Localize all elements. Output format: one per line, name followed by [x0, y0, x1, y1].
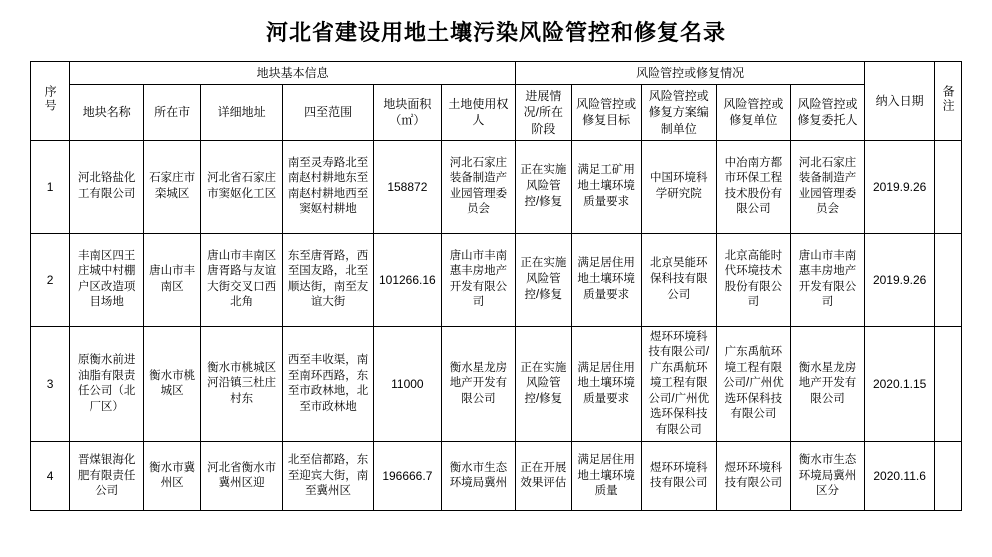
header-risk-info: 风险管控或修复情况	[516, 62, 865, 85]
cell-repair-unit: 北京高能时代环境技术股份有限公司	[716, 233, 790, 326]
cell-land-user: 衡水星龙房地产开发有限公司	[441, 326, 515, 442]
cell-plot-name: 原衡水前进油脂有限责任公司（北厂区）	[70, 326, 144, 442]
cell-plan-maker: 中国环境科学研究院	[641, 140, 716, 233]
header-repair-unit: 风险管控或修复单位	[716, 85, 790, 141]
cell-seq: 1	[31, 140, 70, 233]
cell-repair-unit: 广东禹航环境工程有限公司/广州优选环保科技有限公司	[716, 326, 790, 442]
cell-land-user: 河北石家庄装备制造产业园管理委员会	[441, 140, 515, 233]
cell-plan-maker: 煜环环境科技有限公司	[641, 442, 716, 511]
cell-remark	[935, 233, 962, 326]
cell-plot-name: 晋煤银海化肥有限责任公司	[70, 442, 144, 511]
cell-address: 河北省石家庄市窦妪化工区	[200, 140, 282, 233]
cell-trustee: 衡水市生态环境局冀州区分	[790, 442, 864, 511]
cell-seq: 4	[31, 442, 70, 511]
cell-target: 满足居住用地土壤环境质量要求	[571, 233, 641, 326]
cell-remark	[935, 140, 962, 233]
cell-trustee: 唐山市丰南惠丰房地产开发有限公司	[790, 233, 864, 326]
cell-city: 衡水市冀州区	[144, 442, 201, 511]
header-boundary: 四至范围	[283, 85, 374, 141]
header-trustee: 风险管控或修复委托人	[790, 85, 864, 141]
header-plan-maker: 风险管控或修复方案编制单位	[641, 85, 716, 141]
cell-area: 101266.16	[373, 233, 441, 326]
cell-trustee: 衡水星龙房地产开发有限公司	[790, 326, 864, 442]
header-plot-name: 地块名称	[70, 85, 144, 141]
cell-trustee: 河北石家庄装备制造产业园管理委员会	[790, 140, 864, 233]
table-container	[0, 61, 992, 511]
cell-address: 河北省衡水市冀州区迎	[200, 442, 282, 511]
cell-plot-name: 丰南区四王庄城中村棚户区改造项目场地	[70, 233, 144, 326]
cell-plan-maker: 煜环环境科技有限公司/广东禹航环境工程有限公司/广州优选环保科技有限公司	[641, 326, 716, 442]
cell-repair-unit: 煜环环境科技有限公司	[716, 442, 790, 511]
cell-include-date: 2019.9.26	[865, 233, 935, 326]
soil-pollution-table	[30, 61, 962, 511]
cell-target: 满足居住用地土壤环境质量要求	[571, 326, 641, 442]
cell-plot-name: 河北铬盐化工有限公司	[70, 140, 144, 233]
header-basic-info: 地块基本信息	[70, 62, 516, 85]
cell-area: 196666.7	[373, 442, 441, 511]
header-area: 地块面积（㎡）	[373, 85, 441, 141]
page-title: 河北省建设用地土壤污染风险管控和修复名录	[265, 20, 726, 45]
cell-remark	[935, 326, 962, 442]
cell-boundary: 北至信都路，东至迎宾大街，南至冀州区	[283, 442, 374, 511]
cell-progress: 正在实施风险管控/修复	[516, 140, 572, 233]
cell-city: 石家庄市栾城区	[144, 140, 201, 233]
header-target: 风险管控或修复目标	[571, 85, 641, 141]
header-remark-label: 备注	[941, 84, 956, 113]
header-land-user: 土地使用权人	[441, 85, 515, 141]
header-city: 所在市	[144, 85, 201, 141]
header-seq	[31, 62, 70, 141]
header-address: 详细地址	[200, 85, 282, 141]
cell-area: 11000	[373, 326, 441, 442]
cell-progress: 正在实施风险管控/修复	[516, 233, 572, 326]
table-header-row	[31, 85, 962, 141]
cell-land-user: 衡水市生态环境局冀州	[441, 442, 515, 511]
cell-boundary: 西至丰收渠，南至南环西路，东至市政林地，北至市政林地	[283, 326, 374, 442]
cell-city: 唐山市丰南区	[144, 233, 201, 326]
table-row	[31, 326, 962, 442]
cell-include-date: 2020.11.6	[865, 442, 935, 511]
cell-remark	[935, 442, 962, 511]
cell-seq: 2	[31, 233, 70, 326]
cell-land-user: 唐山市丰南惠丰房地产开发有限公司	[441, 233, 515, 326]
header-progress: 进展情况/所在阶段	[516, 85, 572, 141]
cell-target: 满足工矿用地土壤环境质量要求	[571, 140, 641, 233]
header-remark	[935, 62, 962, 141]
cell-progress: 正在开展效果评估	[516, 442, 572, 511]
cell-plan-maker: 北京昊能环保科技有限公司	[641, 233, 716, 326]
cell-address: 衡水市桃城区河沿镇三杜庄村东	[200, 326, 282, 442]
table-row	[31, 140, 962, 233]
cell-seq: 3	[31, 326, 70, 442]
table-header-group-row	[31, 62, 962, 85]
cell-area: 158872	[373, 140, 441, 233]
table-row	[31, 233, 962, 326]
cell-include-date: 2019.9.26	[865, 140, 935, 233]
cell-boundary: 东至唐胥路，西至国友路，北至顺达街，南至友谊大街	[283, 233, 374, 326]
cell-repair-unit: 中冶南方都市环保工程技术股份有限公司	[716, 140, 790, 233]
header-include-date: 纳入日期	[865, 62, 935, 141]
cell-city: 衡水市桃城区	[144, 326, 201, 442]
header-seq-label: 序号	[43, 84, 58, 113]
cell-boundary: 南至灵寿路北至南赵村耕地东至南赵村耕地西至窦妪村耕地	[283, 140, 374, 233]
cell-include-date: 2020.1.15	[865, 326, 935, 442]
cell-target: 满足居住用地土壤环境质量	[571, 442, 641, 511]
cell-address: 唐山市丰南区唐胥路与友谊大街交叉口西北角	[200, 233, 282, 326]
table-row	[31, 442, 962, 511]
cell-progress: 正在实施风险管控/修复	[516, 326, 572, 442]
